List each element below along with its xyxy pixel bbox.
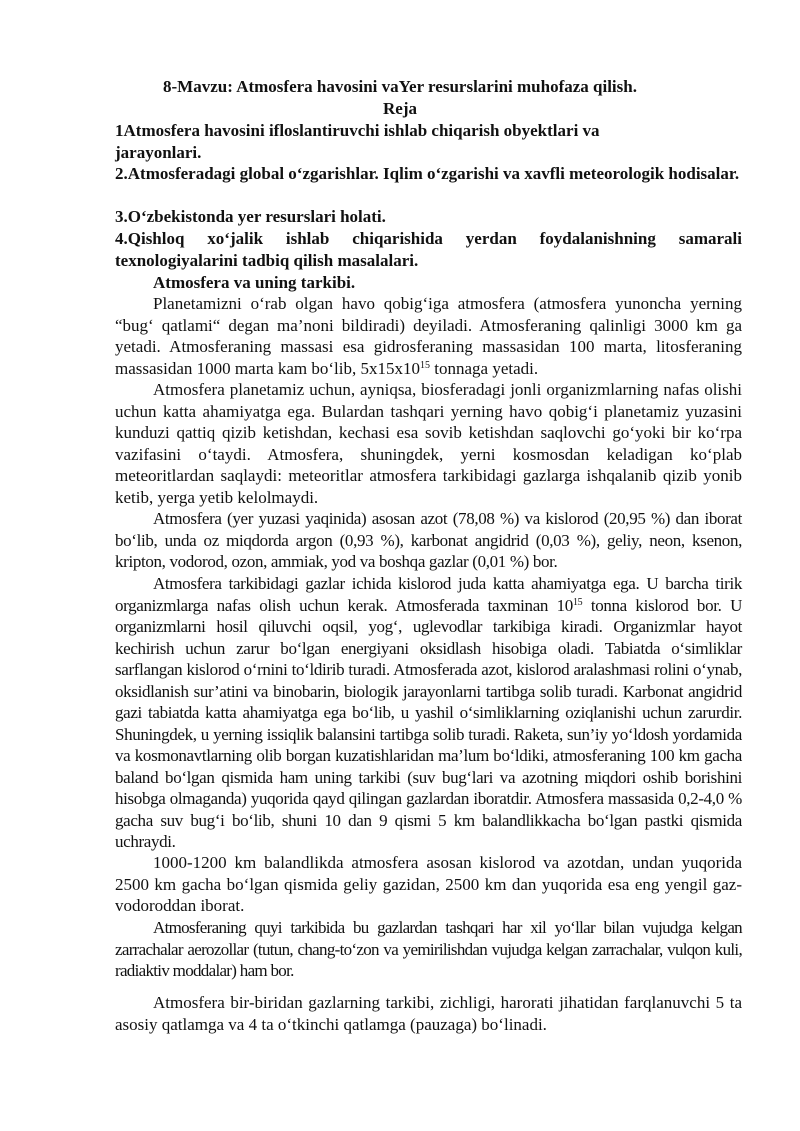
plan-item-1: 1Atmosfera havosini ifloslantiruvchi ishlab chiqarish obyektlari va jarayonlari. bbox=[115, 121, 600, 162]
paragraph-2: Atmosfera planetamiz uchun, ayniqsa, biosferadagi jonli organizmlarning nafas olishi uchun katta ahamiyatga ega. Bulardan tashqari yerning havo qobig‘i planetamiz yuzasini kunduzi qattiq qizib ketishdan, kechasi esa sovib ketishdan saqlovchi go‘yoki bir ko‘rpa vazifasini o‘taydi. Atmosfera, shuningdek, yerni kosmosdan keladigan ko‘plab meteoritlardan saqlaydi: meteoritlar atmosfera tarkibidagi gazlarga ishqalanib qizib yonib ketib, yerga yetib kelolmaydi. bbox=[115, 380, 742, 507]
document-title: 8-Mavzu: Atmosfera havosini vaYer resurslarini muhofaza qilish. bbox=[163, 77, 637, 96]
plan-item-3: 3.O‘zbekistonda yer resurslari holati. bbox=[115, 207, 386, 226]
paragraph-4-text: Atmosfera tarkibidagi gazlar ichida kislorod juda katta ahamiyatga ega. U barcha tirik organizmlarga nafas olish uchun kerak. Atmosferada taxminan 10 bbox=[115, 574, 742, 615]
paragraph-1-exponent: 15 bbox=[420, 359, 431, 371]
paragraph-1-text: Planetamizni o‘rab olgan havo qobig‘iga atmosfera (atmosfera yunoncha yerning “bug‘ qatlami“ degan ma’noni bildiradi) deyiladi. Atmosferaning qalinligi 3000 km ga yetadi. Atmosferaning massasi esa gidrosferaning massasidan 100 marta, litosferaning massasidan 1000 marta kam bo‘lib, 5x15x10 bbox=[115, 294, 742, 378]
paragraph-6: Atmosferaning quyi tarkibida bu gazlardan tashqari har xil yo‘llar bilan vujudga kelgan zarrachalar aerozollar (tutun, chang-to‘zon va yemirilishdan vujudga kelgan zarrachalar, vulqon kuli, radiaktiv moddalar) ham bor. bbox=[115, 918, 742, 980]
plan-item-2: 2.Atmosferadagi global o‘zgarishlar. Iqlim o‘zgarishi va xavfli meteorologik hodisalar. bbox=[115, 164, 740, 183]
paragraph-3: Atmosfera (yer yuzasi yaqinida) asosan azot (78,08 %) va kislorod (20,95 %) dan iborat bo‘lib, unda oz miqdorda argon (0,93 %), karbonat angidrid (0,03 %), geliy, neon, ksenon, kripton, vodorod, ozon, ammiak, yod va boshqa gazlar (0,01 %) bor. bbox=[115, 509, 742, 571]
paragraph-4-text-end: tonna kislorod bor. U organizmlarni hosil qiluvchi oqsil, yog‘, uglevodlar tarkibiga kiradi. Organizmlar hayot kechirish uchun zarur bo‘lgan energiyani oksidlash hisobiga oladi. Tabiatda o‘simliklar sarflangan kislorod o‘rnini to‘ldirib turadi. Atmosferada azot, kislorod aralashmasi rolini o‘ynab, oksidlanish sur’atini va binobarin, biologik jarayonlarni tartibga solib turadi. Karbonat angidrid gazi tabiatda katta ahamiyatga ega bo‘lib, u yashil o‘simliklarning oziqlanishi uchun zarurdir. Shuningdek, u yerning issiqlik balansini tartibga solib turadi. Raketa, sun’iy yo‘ldosh yordamida va kosmonavtlarning olib borgan kuzatishlaridan ma’lum bo‘ldiki, atmosferaning 100 km gacha baland bo‘lgan qismida ham uning tarkibi (suv bug‘lari va azotning miqdori oshib borishini hisobga olmaganda) yuqorida qayd qilingan gazlardan iboratdir. Atmosfera massasida 0,2-4,0 % gacha suv bug‘i bo‘lib, shuni 10 dan 9 qismi 5 km balandlikkacha bo‘lgan pastki qismida uchraydi. bbox=[115, 595, 742, 851]
paragraph-1-text-end: tonnaga yetadi. bbox=[430, 358, 539, 378]
paragraph-4-exponent: 15 bbox=[572, 596, 583, 608]
plan-item-4: 4.Qishloq xo‘jalik ishlab chiqarishida yerdan foydalanishning samarali texnologiyalarini tadbiq qilish masalalari. bbox=[115, 229, 742, 270]
paragraph-5: 1000-1200 km balandlikda atmosfera asosan kislorod va azotdan, undan yuqorida 2500 km gacha bo‘lgan qismida geliy gazidan, 2500 km dan yuqorida esa eng yengil gaz-vodoroddan iborat. bbox=[115, 853, 742, 915]
paragraph-4 bbox=[115, 573, 742, 853]
plan-heading: Reja bbox=[383, 99, 417, 118]
paragraph-1 bbox=[115, 293, 742, 379]
paragraph-7: Atmosfera bir-biridan gazlarning tarkibi, zichligi, harorati jihatidan farqlanuvchi 5 ta asosiy qatlamga va 4 ta o‘tkinchi qatlamga (pauzaga) bo‘linadi. bbox=[115, 993, 742, 1034]
section-heading: Atmosfera va uning tarkibi. bbox=[153, 273, 356, 292]
